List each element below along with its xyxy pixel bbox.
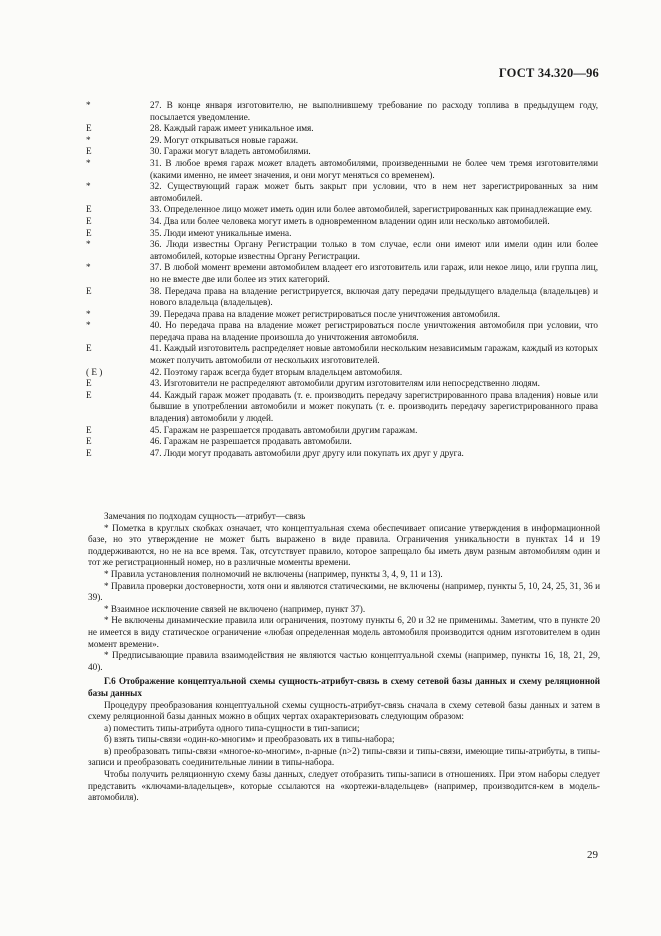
note-paragraph: * Не включены динамические правила или ограничения, поэтому пункты 6, 20 и 32 не применимы. Заметим, что в пункте 20 не имеется в виду статическое ограничение «любая определенная модель автомобиля производится одним изготовителем в один момент времени». bbox=[88, 615, 600, 649]
rule-text: 33. Определенное лицо может иметь один или более автомобилей, зарегистрированных как принадлежащие ему. bbox=[150, 204, 593, 215]
note-paragraph: * Предписывающие правила взаимодействия не являются частью концептуальной схемы (например, пункты 16, 18, 21, 29, 40). bbox=[88, 650, 600, 672]
rule-mark: Е bbox=[86, 215, 92, 226]
rule-item bbox=[0, 448, 661, 460]
rule-text: 30. Гаражи могут владеть автомобилями. bbox=[150, 146, 311, 157]
note-paragraph: * Правила проверки достоверности, хотя они и являются статическими, не включены (например, пункты 5, 10, 24, 25, 31, 36 и 39). bbox=[88, 580, 600, 603]
note-paragraph: * Пометка в круглых скобках означает, что концептуальная схема обеспечивает описание утверждения в информационной базе, но это утверждение не может быть выражено в виде правила. Ограничения уникальности в пунктах 14 и 19 поддерживаются, но не на все время. Так, отсутствует правило, которое запрещало бы иметь двум разным автомобилям один и тот же регистрационный номер, но в различные моменты времени. bbox=[88, 522, 600, 568]
rule-text: 34. Два или более человека могут иметь в одновременном владении один или несколько автомобилей. bbox=[150, 215, 550, 226]
list-item: в) преобразовать типы-связи «многое-ко-многим», n-арные (n>2) типы-связи и типы-связи, имеющие типы-атрибуты, в типы-записи и преобразовать соединительные линии в типы-набора. bbox=[88, 745, 600, 768]
page-number: 29 bbox=[587, 849, 598, 861]
rule-text: 36. Люди известны Органу Регистрации только в том случае, если они имеют или имели один или более автомобилей, которые известны Органу Регистрации. bbox=[150, 239, 598, 261]
rule-text: 40. Но передача права на владение может регистрироваться после уничтожения автомобиля при условии, что передача права на владение произошла до уничтожения автомобиля. bbox=[150, 320, 598, 342]
rule-item bbox=[0, 309, 661, 321]
rule-item bbox=[0, 367, 661, 379]
rule-text: 47. Люди могут продавать автомобили друг другу или покупать их друг у друга. bbox=[150, 447, 464, 458]
rule-mark: * bbox=[86, 181, 91, 192]
section-paragraph: Чтобы получить реляционную схему базы данных, следует отобразить типы-записи в отношениях. При этом наборы следует представить «ключами-владельцев», которые ссылаются на «кортежи-владельцев» (например, производится-кем в модель-автомобиля). bbox=[88, 769, 600, 803]
rule-mark: Е bbox=[86, 204, 92, 215]
rule-text: 37. В любой момент времени автомобилем владеет его изготовитель или гараж, или некое лицо, или группа лиц, но не вместе две или более из этих категорий. bbox=[150, 262, 598, 284]
rule-item bbox=[0, 100, 661, 123]
rule-item bbox=[0, 158, 661, 181]
rule-text: 46. Гаражам не разрешается продавать автомобили. bbox=[150, 436, 352, 447]
rule-mark: Е bbox=[86, 123, 92, 134]
rule-item bbox=[0, 320, 661, 343]
rule-mark: Е bbox=[86, 424, 92, 435]
rule-mark: * bbox=[86, 308, 91, 319]
rule-text: 32. Существующий гараж может быть закрыт при условии, что в нем нет зарегистрированных за ним автомобилей. bbox=[150, 181, 598, 203]
rule-item bbox=[0, 436, 661, 448]
document-id: ГОСТ 34.320—96 bbox=[498, 66, 599, 80]
rule-mark: Е bbox=[86, 378, 92, 389]
section-paragraph: Процедуру преобразования концептуальной схемы сущность-атрибут-связь сначала в схему сетевой базы данных и затем в схему реляционной базы данных можно в общих чертах охарактеризовать следующим образом: bbox=[88, 699, 600, 722]
rule-text: 38. Передача права на владение регистрируется, включая дату передачи предыдущего владельца (владельцев) и нового владельца (владельцев). bbox=[150, 285, 598, 308]
note-paragraph: * Правила установления полномочий не включены (например, пункты 3, 4, 9, 11 и 13). bbox=[104, 568, 443, 579]
rule-mark: * bbox=[86, 320, 91, 331]
rule-text: 27. В конце января изготовителю, не выполнившему требование по расходу топлива в предыдущем году, посылается уведомление. bbox=[150, 100, 598, 122]
rule-item bbox=[0, 390, 661, 425]
rule-item bbox=[0, 216, 661, 228]
rule-text: 44. Каждый гараж может продавать (т. е. производить передачу зарегистрированного права владения) новые или бывшие в употреблении автомобили и может покупать (т. е. производить передачу зарегистрированного права владения) автомобили у людей. bbox=[150, 389, 598, 424]
rule-mark: ( Е ) bbox=[86, 366, 103, 377]
rule-mark: * bbox=[86, 239, 91, 250]
rule-text: 43. Изготовители не распределяют автомобили другим изготовителям или непосредственно людям. bbox=[150, 378, 540, 389]
rule-text: 35. Люди имеют уникальные имена. bbox=[150, 227, 292, 238]
notes-title: Замечания по подходам сущность—атрибут—связь bbox=[104, 511, 306, 521]
list-item: а) поместить типы-атрибута одного типа-сущности в тип-записи; bbox=[104, 722, 360, 733]
rule-item bbox=[0, 343, 661, 366]
rules-list bbox=[0, 100, 661, 459]
rule-mark: Е bbox=[86, 436, 92, 447]
rule-item bbox=[0, 123, 661, 135]
body-text bbox=[88, 511, 600, 804]
list-item: б) взять типы-связи «один-ко-многим» и преобразовать их в типы-набора; bbox=[104, 734, 395, 745]
rule-mark: Е bbox=[86, 285, 92, 296]
rule-text: 29. Могут открываться новые гаражи. bbox=[150, 134, 299, 145]
rule-text: 42. Поэтому гараж всегда будет вторым владельцем автомобиля. bbox=[150, 366, 403, 377]
rule-item bbox=[0, 425, 661, 437]
note-paragraph: * Взаимное исключение связей не включено (например, пункт 37). bbox=[104, 603, 366, 614]
rule-mark: * bbox=[86, 262, 91, 273]
rule-mark: * bbox=[86, 100, 91, 110]
rule-item bbox=[0, 181, 661, 204]
rule-item bbox=[0, 262, 661, 285]
rule-mark: Е bbox=[86, 343, 92, 354]
rule-text: 39. Передача права на владение может регистрироваться после уничтожения автомобиля. bbox=[150, 308, 501, 319]
rule-mark: Е bbox=[86, 146, 92, 157]
rule-text: 41. Каждый изготовитель распределяет новые автомобили нескольким независимым гаражам, каждый из которых может получить автомобили от нескольких изготовителей. bbox=[150, 343, 598, 366]
rule-item bbox=[0, 286, 661, 309]
rule-mark: Е bbox=[86, 389, 92, 400]
section-heading: Г.6 Отображение концептуальной схемы сущность-атрибут-связь в схему сетевой базы данных и схему реляционной базы данных bbox=[88, 676, 600, 698]
rule-mark: * bbox=[86, 157, 91, 168]
rule-text: 31. В любое время гараж может владеть автомобилями, произведенными не более чем тремя изготовителями (какими именно, не имеет значения, и они могут меняться со временем). bbox=[150, 157, 598, 180]
rule-text: 28. Каждый гараж имеет уникальное имя. bbox=[150, 123, 314, 134]
rule-text: 45. Гаражам не разрешается продавать автомобили другим гаражам. bbox=[150, 424, 418, 435]
rule-item bbox=[0, 146, 661, 158]
rule-mark: Е bbox=[86, 227, 92, 238]
rule-item bbox=[0, 378, 661, 390]
rule-mark: Е bbox=[86, 447, 92, 458]
rule-item bbox=[0, 228, 661, 240]
rule-item bbox=[0, 135, 661, 147]
rule-item bbox=[0, 204, 661, 216]
rule-mark: * bbox=[86, 134, 91, 145]
rule-item bbox=[0, 239, 661, 262]
